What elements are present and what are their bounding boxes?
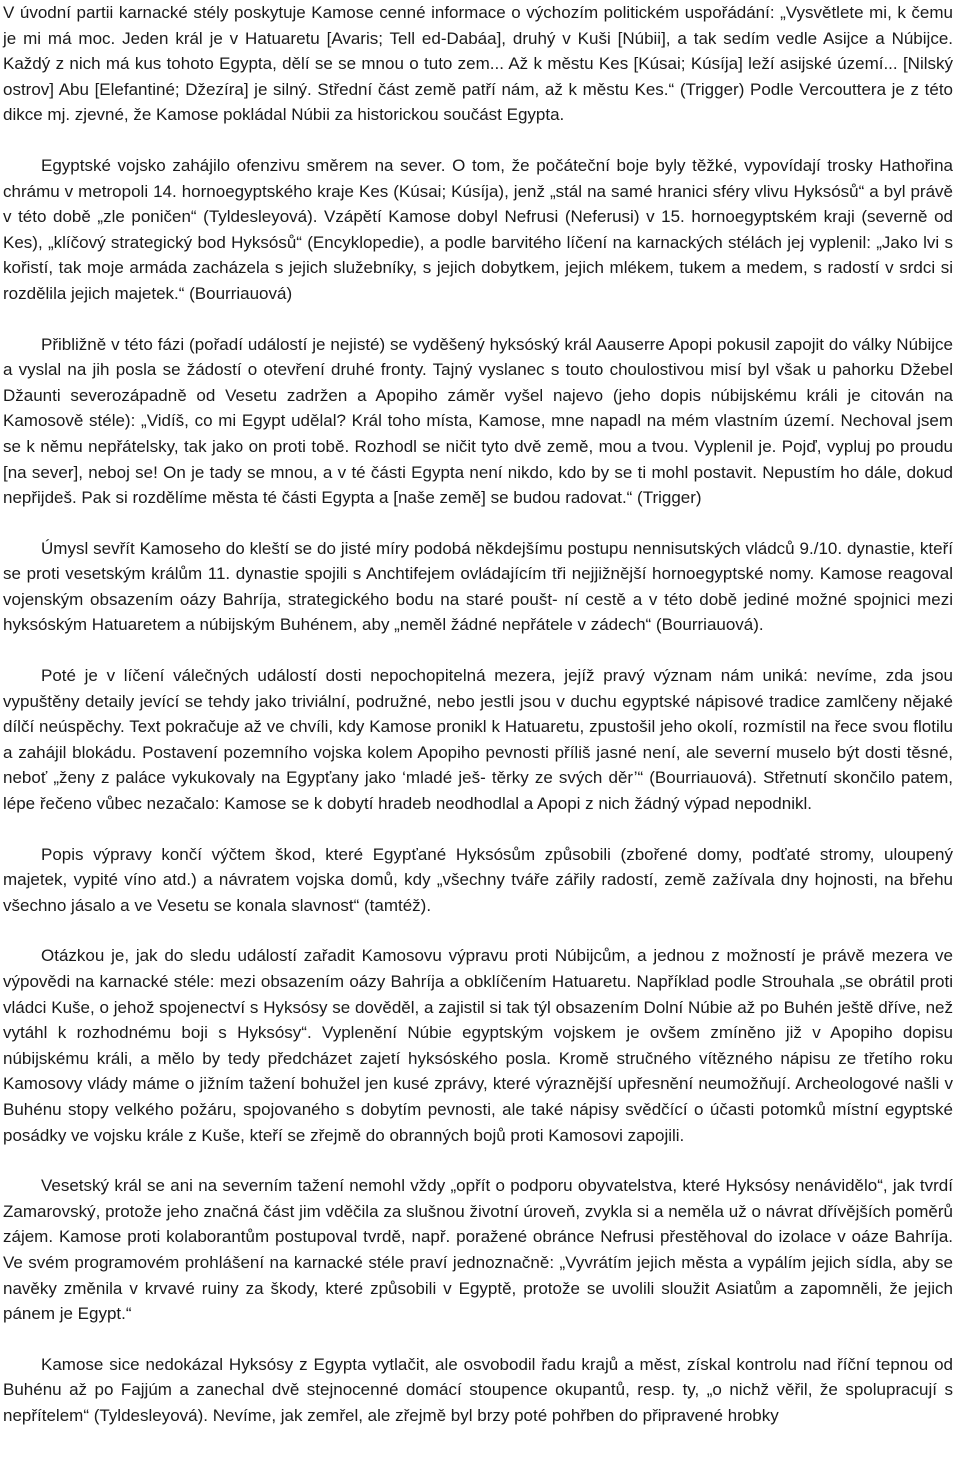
paragraph-campaign-end: Popis výpravy končí výčtem škod, které Egypťané Hyksósům způsobili (zbořené domy, podťaté stromy, uloupený majetek, vypité víno atd.) a návratem vojska domů, kdy „všechny tváře zářily radostí, země zažívala dny hojnosti, na břehu všechno jásalo a ve Vesetu se konala slavnost“ (tamtéž). (3, 844, 953, 915)
paragraph-conclusion: Kamose sice nedokázal Hyksósy z Egypta vytlačit, ale osvobodil řadu krajů a měst, získal kontrolu nad říční tepnou od Buhénu až po Fajjúm a zanechal dvě stejnocenné domácí stoupence okupantů, resp. ty, „o nichž věřil, že spolupracují s nepřítelem“ (Tyldesleyová). Nevíme, jak zemřel, ale zřejmě byl brzy poté pohřben do připravené hrobky (3, 1354, 953, 1425)
paragraph-intro: V úvodní partii karnacké stély poskytuje Kamose cenné informace o výchozím politickém uspořádání: „Vysvětlete mi, k čemu je mi má moc. Jeden král je v Hatuaretu [Avaris; Tell ed-Dabáa], druhý v Kuši [Núbii], a tak sedím vedle Asijce a Núbijce. Každý z nich má kus tohoto Egypta, dělí se se mnou o tuto zem... Až k městu Kes [Kúsai; Kúsíja] leží asijské území... [Nilský ostrov] Abu [Elefantiné; Džezíra] je silný. Střední část země patří nám, až k městu Kes.“ (Trigger) Podle Vercouttera je z této dikce mj. zjevné, že Kamose pokládal Núbii za historickou součást Egypta. (3, 3, 953, 125)
paragraph-collaborators: Vesetský král se ani na severním tažení nemohl vždy „opřít o podporu obyvatelstva, které Hyksósy nenávidělo“, jak tvrdí Zamarovský, protože jeho značná část jim vděčila za slušnou životní úroveň, zvykla si a neměla už o návrat dřívějších poměrů zájem. Kamose proti kolaborantům postupoval tvrdě, např. poražené obránce Nefrusi přestěhoval do izolace v oáze Bahríja. Ve svém programovém prohlášení na karnacké stéle praví jednoznačně: „Vyvrátím jejich města a vypálím jejich sídla, aby se navěky změnila v krvavé ruiny za škody, které způsobili v Egyptě, protože se uvolili sloužit Asiatům a zapomněli, že jejich pánem je Egypt.“ (3, 1176, 953, 1324)
paragraph-nubian-campaign: Otázkou je, jak do sledu událostí zařadit Kamosovu výpravu proti Núbijcům, a jednou z možností je právě mezera ve výpovědi na karnacké stéle: mezi obsazením oázy Bahríja a obklíčením Hatuaretu. Například podle Strouhala „se obrátil proti vládci Kuše, o jehož spojenectví s Hyksósy se dověděl, a zajistil si tak týl obsazením Dolní Núbie až po Buhén ještě dříve, než vytáhl k rozhodnému boji s Hyksósy“. Vyplenění Núbie egyptským vojskem je ovšem zmíněno již v Apopiho dopisu núbijskému králi, a mělo by tedy předcházet zajetí hyksóského posla. Kromě stručného vítězného nápisu ze třetího roku Kamosovy vlády máme o jižním tažení bohužel jen kusé zprávy, které výraznější upřesnění neumožňují. Archeologové našli v Buhénu stopy velkého požáru, spojovaného s dobytím pevnosti, ale také nápisy svědčící o účasti potomků místní egyptské posádky ve vojsku krále z Kuše, kteří se zřejmě do obranných bojů proti Kamosovi zapojili. (3, 946, 953, 1145)
paragraph-apopi-letter: Přibližně v této fázi (pořadí událostí je nejisté) se vyděšený hyksóský král Aauserre Apopi pokusil zapojit do války Núbijce a vyslal na jih posla se žádostí o otevření druhé fronty. Tajný vyslanec s touto choulostivou misí byl však u pahorku Džebel Džaunti severozápadně od Vesetu zadržen a Apopiho záměr vyšel najevo (jeho dopis núbijskému králi je citován na Kamosově stéle): „Vidíš, co mi Egypt udělal? Král toho místa, Kamose, mne napadl na mém vlastním území. Nechoval jsem se k němu nepřátelsky, tak jako on proti tobě. Rozhodl se ničit tyto dvě země, mou a tvou. Vyplenil je. Pojď, vypluj po proudu [na sever], neboj se! On je tady se mnou, a v té části Egypta není nikdo, kdo by se ti mohl postavit. Nepustím ho dále, dokud nepřijdeš. Pak si rozdělíme města té části Egypta a [naše země] se budou radovat.“ (Trigger) (3, 334, 953, 508)
paragraph-offensive: Egyptské vojsko zahájilo ofenzivu směrem na sever. O tom, že počáteční boje byly těžké, vypovídají trosky Hathořina chrámu v metropoli 14. hornoegyptského kraje Kes (Kúsai; Kúsíja), jenž „stál na samé hranici sféry vlivu Hyksósů“ a byl právě v této době „zle poničen“ (Tyldesleyová). Vzápětí Kamose dobyl Nefrusi (Neferusi) v 15. hornoegyptském kraji (severně od Kes), „klíčový strategický bod Hyksósů“ (Encyklopedie), a podle barvitého líčení na karnackých stélách jej vyplenil: „Jako lvi s kořistí, tak moje armáda zacházela s jejich služebníky, s jejich dobytkem, jejich mlékem, tukem a medem, s radostí v srdci si rozdělila jejich majetek.“ (Bourriauová) (3, 155, 953, 303)
paragraph-pincer: Úmysl sevřít Kamoseho do kleští se do jisté míry podobá někdejšímu postupu nennisutských vládců 9./10. dynastie, kteří se proti vesetským králům 11. dynastie spojili s Anchtifejem ovládajícím tři nejjižnější hornoegyptské nomy. Kamose reagoval vojenským obsazením oázy Bahríja, strategického bodu na staré poušt- ní cestě a v této době jediné možné spojnici mezi hyksóským Hatuaretem a núbijským Buhénem, aby „neměl žádné nepřátele v zádech“ (Bourriauová). (3, 538, 953, 635)
paragraph-gap: Poté je v líčení válečných událostí dosti nepochopitelná mezera, jejíž pravý význam nám uniká: nevíme, zda jsou vypuštěny detaily jevící se tehdy jako triviální, podružné, nebo jestli jsou v duchu egyptské nápisové tradice zamlčeny nějaké dílčí neúspěchy. Text pokračuje až ve chvíli, kdy Kamose pronikl k Hatuaretu, zpustošil jeho okolí, rozmístil na řece svou flotilu a zahájil blokádu. Postavení pozemního vojska kolem Apopiho pevnosti příliš jasné není, ale severní muselo být dosti těsné, neboť „ženy z paláce vykukovaly na Egypťany jako ‘mladé ješ- těrky ze svých děr’“ (Bourriauová). Střetnutí skončilo patem, lépe řečeno vůbec nezačalo: Kamose se k dobytí hradeb neodhodlal a Apopi z nich žádný výpad nepodnikl. (3, 666, 953, 814)
